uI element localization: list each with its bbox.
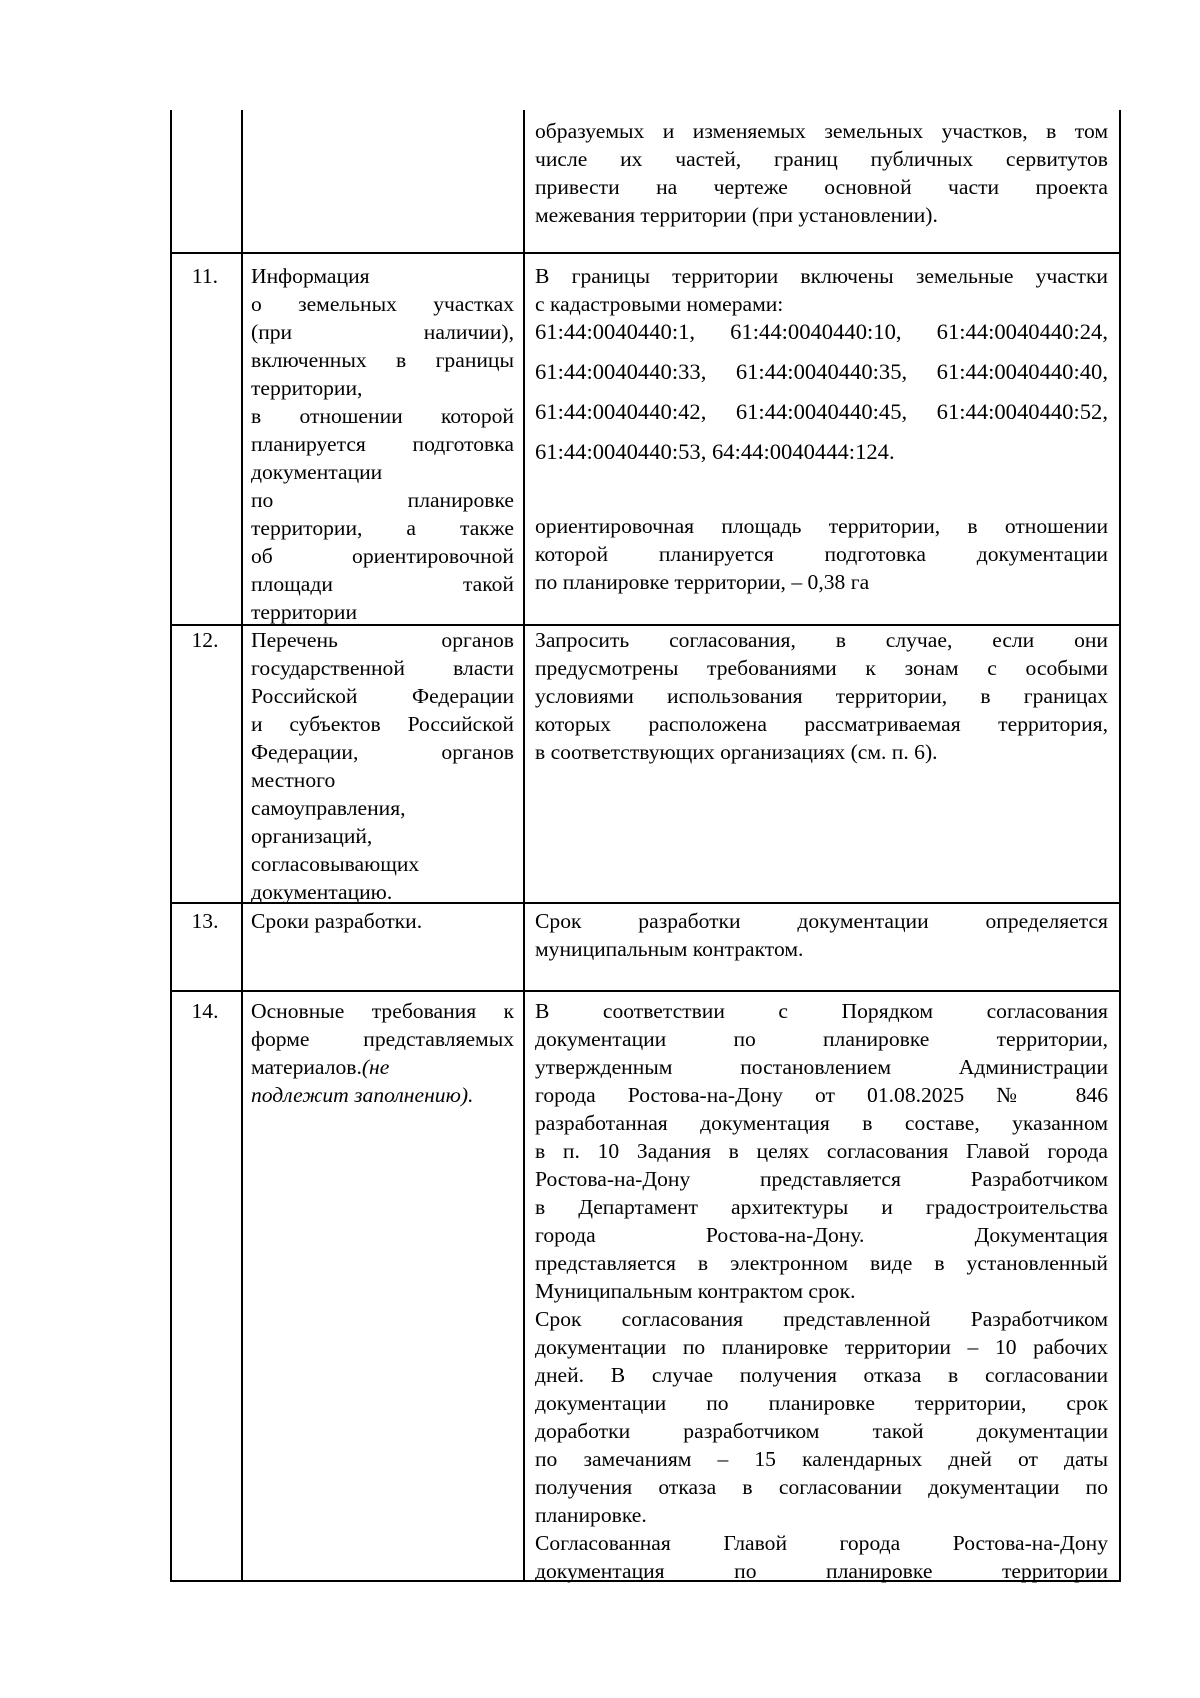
row-14-number: 14. [191, 999, 219, 1023]
table-column-divider-1 [241, 110, 243, 1582]
row-12-name-line: самоуправления, [251, 796, 406, 820]
row-12-name-line: государственной власти [251, 656, 514, 680]
row-12-name-line: Федерации, органов [251, 740, 514, 764]
row-10-desc-line: числе их частей, границ публичных сервитутов [535, 147, 1108, 171]
row-14-name [251, 997, 514, 1109]
table-border-right [1119, 110, 1121, 1582]
row-11-name-line: в отношении которой [251, 404, 514, 428]
row-14-desc-line: документации по планировке территории – 10 рабочих [535, 1335, 1108, 1359]
row-11-name-line: территории, а также [251, 516, 514, 540]
row-14-desc-line: по замечаниям – 15 календарных дней от даты [535, 1447, 1108, 1471]
row-12-name [251, 626, 514, 906]
row-14-desc-line: получения отказа в согласовании документации по [535, 1475, 1108, 1499]
row-10-desc-line: привести на чертеже основной части проекта [535, 175, 1108, 199]
cadastral-numbers-line: 61:44:0040440:1, 61:44:0040440:10, 61:44:0040440:24, [535, 319, 1108, 344]
row-14-desc-line: В соответствии с Порядком согласования [535, 999, 1108, 1023]
cadastral-numbers-line: 61:44:0040440:42, 61:44:0040440:45, 61:44:0040440:52, [535, 399, 1108, 424]
row-10-description [535, 117, 1108, 229]
row-14-desc-line: в Департамент архитектуры и градостроительства [535, 1195, 1108, 1219]
row-11-name-line: территории [251, 600, 358, 624]
table-border-left [170, 110, 172, 1582]
row-12-description [535, 626, 1108, 766]
row-12-name-line: Российской Федерации [251, 684, 514, 708]
row-14-desc-line: дней. В случае получения отказа в согласовании [535, 1363, 1108, 1387]
row-divider-13-14 [170, 990, 1121, 992]
row-12-desc-line: в соответствующих организациях (см. п. 6). [535, 740, 938, 764]
row-14-desc-line: Срок согласования представленной Разработчиком [535, 1307, 1108, 1331]
row-13-name [251, 907, 514, 935]
row-14-desc-line: документации по планировке территории, срок [535, 1391, 1108, 1415]
row-14-desc-line: документация по планировке территории [535, 1559, 1108, 1583]
row-14-desc-line: доработки разработчиком такой документации [535, 1419, 1108, 1443]
document-table [170, 110, 1121, 1582]
row-14-desc-line: разработанная документация в составе, указанном [535, 1111, 1108, 1135]
row-12-name-line: организаций, [251, 824, 373, 848]
row-14-desc-line: утвержденным постановлением Администрации [535, 1055, 1108, 1079]
row-12-name-line: Перечень органов [251, 628, 514, 652]
row-14-desc-line: планировке. [535, 1503, 647, 1527]
row-11-name-line: документации [251, 460, 383, 484]
row-13-name-line: Сроки разработки. [251, 909, 423, 933]
row-14-name-line: форме представляемых [251, 1027, 514, 1051]
row-13-description [535, 907, 1108, 963]
row-11-area-line: которой планируется подготовка документации [535, 542, 1108, 566]
row-10-desc-line: межевания территории (при установлении). [535, 203, 938, 227]
row-11-number: 11. [191, 264, 219, 288]
row-11-name-line: территории, [251, 376, 363, 400]
row-14-desc-line: документации по планировке территории, [535, 1027, 1108, 1051]
row-11-area-line: ориентировочная площадь территории, в отношении [535, 514, 1108, 538]
row-12-desc-line: предусмотрены требованиями к зонам с особыми [535, 656, 1108, 680]
row-12-desc-line: которых расположена рассматриваемая территория, [535, 712, 1108, 736]
row-11-name [251, 262, 514, 626]
row-11-area-line: по планировке территории, – 0,38 га [535, 570, 870, 594]
row-14-desc-line: города Ростова-на-Дону от 01.08.2025 № 846 [535, 1083, 1108, 1107]
row-13-desc-line: Срок разработки документации определяется [535, 909, 1108, 933]
row-11-name-line: Информация [251, 264, 370, 288]
row-11-desc-line: с кадастровыми номерами: [535, 292, 784, 316]
row-divider-10-11 [170, 252, 1121, 254]
row-11-name-line: площади такой [251, 572, 514, 596]
row-12-number: 12. [191, 628, 219, 652]
row-11-name-line: планируется подготовка [251, 432, 514, 456]
row-11-desc-line: В границы территории включены земельные участки [535, 264, 1108, 288]
row-12-desc-line: условиями использования территории, в границах [535, 684, 1108, 708]
row-13-desc-line: муниципальным контрактом. [535, 937, 804, 961]
row-14-description [535, 997, 1108, 1585]
row-12-desc-line: Запросить согласования, в случае, если они [535, 628, 1108, 652]
row-14-desc-line: Ростова-на-Дону представляется Разработчиком [535, 1167, 1108, 1191]
row-14-name-line [251, 1053, 514, 1081]
row-11-name-line: об ориентировочной [251, 544, 514, 568]
row-14-name-line: Основные требования к [251, 999, 514, 1023]
row-12-name-line: местного [251, 768, 336, 792]
row-14-desc-line: Согласованная Главой города Ростова-на-Дону [535, 1531, 1108, 1555]
row-14-desc-line: города Ростова-на-Дону. Документация [535, 1223, 1108, 1247]
row-14-desc-line: представляется в электронном виде в установленный [535, 1251, 1108, 1275]
row-10-desc-line: образуемых и изменяемых земельных участков, в том [535, 119, 1108, 143]
row-14-desc-line: в п. 10 Задания в целях согласования Главой города [535, 1139, 1108, 1163]
row-13-number: 13. [191, 909, 219, 933]
row-11-name-line: (при наличии), [251, 320, 514, 344]
cadastral-numbers-line: 61:44:0040440:33, 61:44:0040440:35, 61:44:0040440:40, [535, 359, 1108, 384]
cadastral-numbers-line: 61:44:0040440:53, 64:44:0040444:124. [535, 439, 895, 464]
row-14-name-italic-note: (не [361, 1055, 390, 1079]
row-11-name-line: по планировке [251, 488, 514, 512]
row-12-name-line: согласовывающих [251, 852, 420, 876]
row-12-name-line: документацию. [251, 880, 393, 904]
row-14-name-italic-note: подлежит заполнению). [251, 1083, 474, 1107]
row-11-description [535, 262, 1108, 596]
row-11-name-line: о земельных участках [251, 292, 514, 316]
row-12-name-line: и субъектов Российской [251, 712, 514, 736]
row-11-name-line: включенных в границы [251, 348, 514, 372]
row-14-desc-line: Муниципальным контрактом срок. [535, 1279, 856, 1303]
table-column-divider-2 [523, 110, 525, 1582]
row-14-name-text: материалов. [251, 1055, 362, 1079]
